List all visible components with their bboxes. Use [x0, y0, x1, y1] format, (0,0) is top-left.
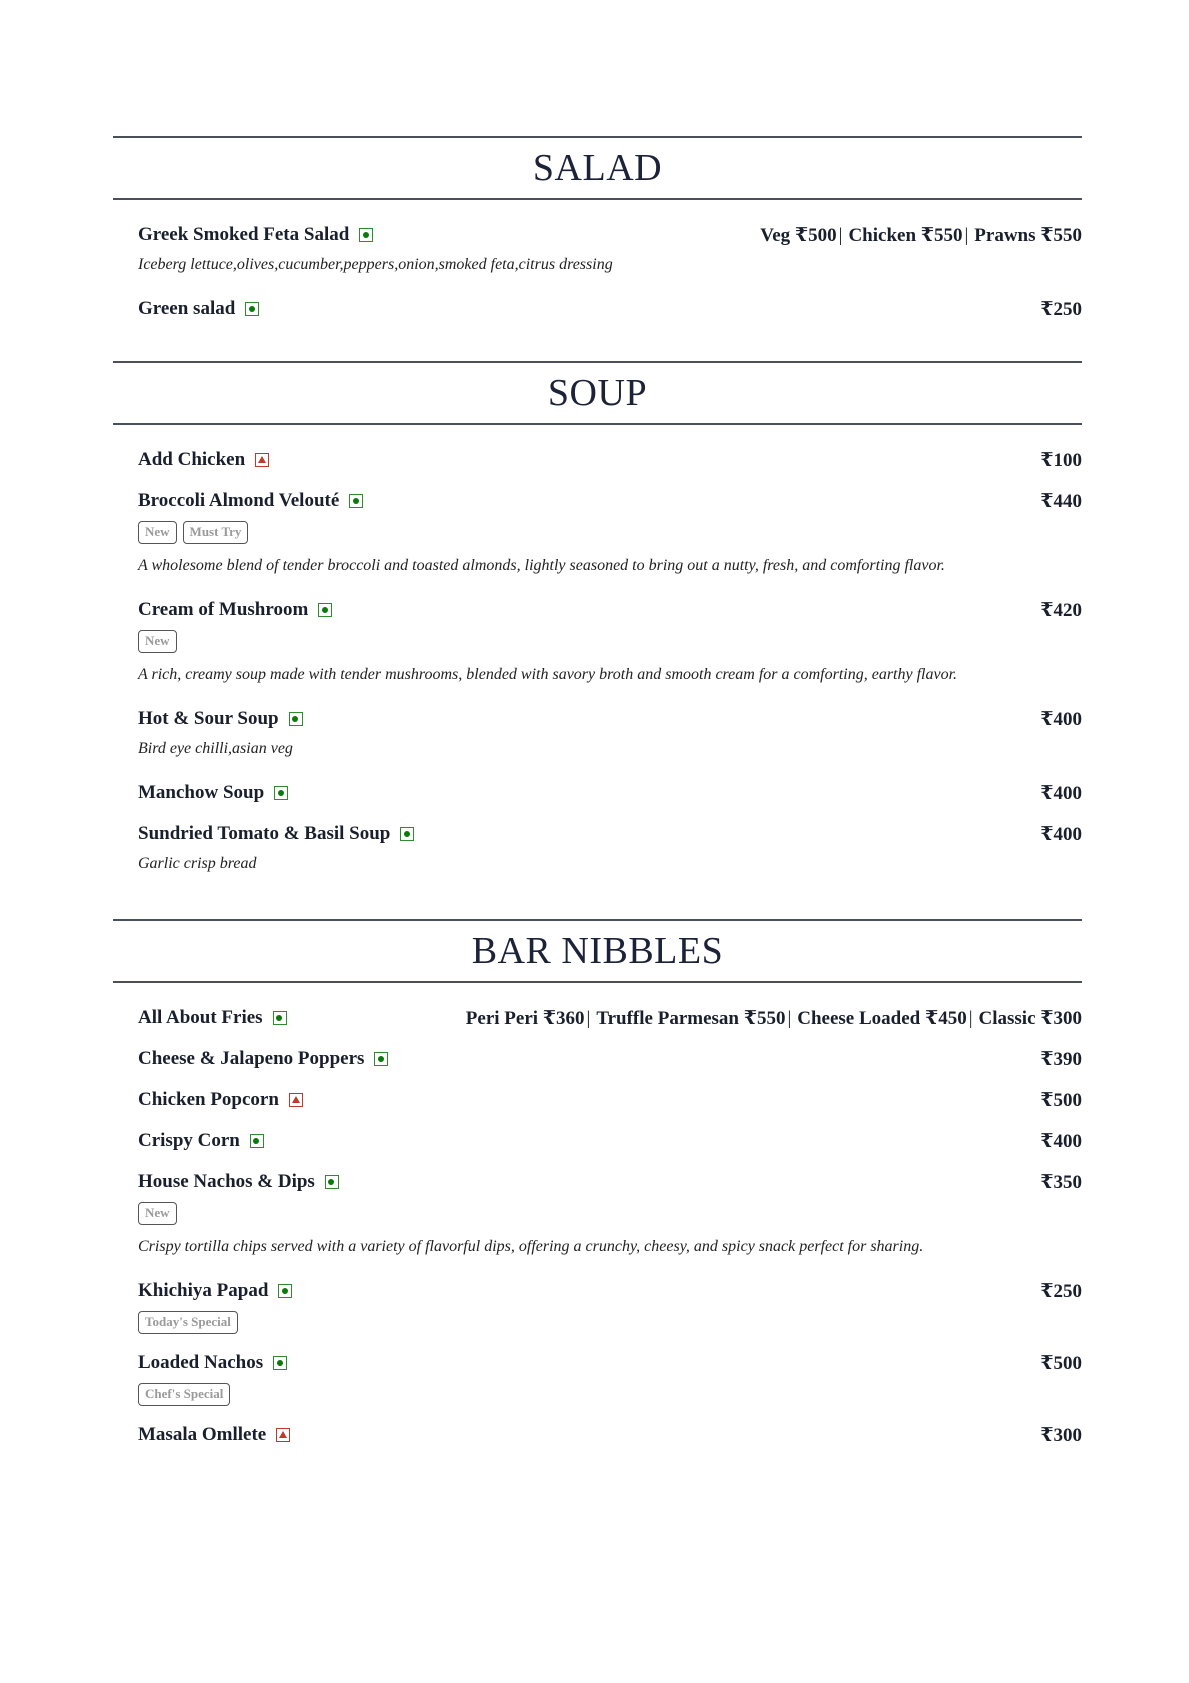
item-tags: [138, 630, 1082, 654]
item-row: [138, 706, 1082, 732]
veg-indicator-icon: [359, 228, 373, 242]
menu-item[interactable]: [138, 488, 1082, 575]
item-name: Cream of Mushroom: [138, 599, 309, 620]
nonveg-indicator-icon: [276, 1428, 290, 1442]
item-tags: [138, 1383, 1082, 1407]
item-tags: [138, 1311, 1082, 1335]
veg-indicator-icon: [318, 603, 332, 617]
item-tag-badge: Must Try: [183, 521, 249, 544]
section-header: [113, 361, 1082, 425]
item-row: [138, 1005, 1082, 1031]
item-name: Khichiya Papad: [138, 1280, 269, 1301]
menu-item[interactable]: [138, 1278, 1082, 1335]
item-description: A rich, creamy soup made with tender mushrooms, blended with savory broth and smooth cream for a comforting, earthy flavor.: [138, 666, 958, 683]
item-row: [138, 780, 1082, 806]
veg-indicator-icon: [278, 1284, 292, 1298]
nonveg-indicator-icon: [289, 1093, 303, 1107]
item-price: ₹400: [1040, 1130, 1082, 1152]
item-price: ₹100: [1040, 449, 1082, 471]
item-price: ₹500: [1040, 1352, 1082, 1374]
item-row: [138, 1422, 1082, 1448]
item-tag-badge: New: [138, 1202, 177, 1225]
price-variant: Classic ₹300: [978, 1007, 1082, 1029]
item-name: Broccoli Almond Velouté: [138, 490, 340, 511]
veg-indicator-icon: [374, 1052, 388, 1066]
item-name-group: [138, 1007, 287, 1029]
section-title: SOUP: [547, 372, 648, 414]
item-list: [113, 425, 1082, 919]
item-tags: [138, 1202, 1082, 1226]
veg-indicator-icon: [349, 494, 363, 508]
section-header: [113, 136, 1082, 200]
item-name: Manchow Soup: [138, 782, 265, 803]
price-variant: Veg ₹500: [760, 224, 837, 246]
item-row: [138, 1128, 1082, 1154]
menu-item[interactable]: [138, 1350, 1082, 1407]
item-name: Green salad: [138, 298, 236, 319]
price-separator: |: [586, 1007, 591, 1029]
price-variant: Prawns ₹550: [974, 224, 1082, 246]
item-description: Garlic crisp bread: [138, 855, 257, 872]
item-list: [113, 200, 1082, 361]
item-tag-badge: Chef's Special: [138, 1383, 230, 1406]
item-price: ₹390: [1040, 1048, 1082, 1070]
veg-indicator-icon: [250, 1134, 264, 1148]
item-name: Sundried Tomato & Basil Soup: [138, 823, 391, 844]
item-name-group: [138, 708, 303, 730]
item-name: Hot & Sour Soup: [138, 708, 279, 729]
item-row: [138, 1087, 1082, 1113]
price-separator: |: [787, 1007, 792, 1029]
price-variant: Peri Peri ₹360: [465, 1007, 585, 1029]
price-variants: [466, 1007, 1082, 1030]
veg-indicator-icon: [400, 827, 414, 841]
item-tag-badge: Today's Special: [138, 1311, 238, 1334]
item-tag-badge: New: [138, 630, 177, 653]
veg-indicator-icon: [289, 712, 303, 726]
section-header: [113, 919, 1082, 983]
item-price: ₹400: [1040, 823, 1082, 845]
veg-indicator-icon: [273, 1011, 287, 1025]
item-name: House Nachos & Dips: [138, 1171, 315, 1192]
item-name-group: [138, 1352, 287, 1374]
item-name-group: [138, 1048, 388, 1070]
item-price: ₹350: [1040, 1171, 1082, 1193]
item-price: ₹400: [1040, 782, 1082, 804]
item-name: Chicken Popcorn: [138, 1089, 279, 1110]
section-title: BAR NIBBLES: [471, 930, 724, 972]
item-tags: [138, 521, 1082, 545]
item-row: [138, 447, 1082, 473]
veg-indicator-icon: [273, 1356, 287, 1370]
item-price: ₹400: [1040, 708, 1082, 730]
price-variant: Chicken ₹550: [848, 224, 963, 246]
item-row: [138, 488, 1082, 514]
price-variant: Cheese Loaded ₹450: [797, 1007, 967, 1029]
item-tag-badge: New: [138, 521, 177, 544]
item-price: ₹250: [1040, 298, 1082, 320]
item-name-group: [138, 599, 332, 621]
menu-item[interactable]: [138, 296, 1082, 322]
item-description: Bird eye chilli,asian veg: [138, 740, 293, 757]
item-name-group: [138, 449, 269, 471]
item-description: Iceberg lettuce,olives,cucumber,peppers,onion,smoked feta,citrus dressing: [138, 256, 613, 273]
veg-indicator-icon: [245, 302, 259, 316]
menu-item[interactable]: [138, 1046, 1082, 1072]
item-row: [138, 1278, 1082, 1304]
item-name-group: [138, 1130, 264, 1152]
price-separator: |: [964, 224, 969, 246]
item-row: [138, 1350, 1082, 1376]
menu-item[interactable]: [138, 447, 1082, 473]
item-name-group: [138, 1424, 290, 1446]
item-price: ₹300: [1040, 1424, 1082, 1446]
menu-item[interactable]: [138, 1422, 1082, 1448]
item-price: ₹250: [1040, 1280, 1082, 1302]
section-title: SALAD: [532, 147, 663, 189]
item-name-group: [138, 823, 414, 845]
price-variants: [760, 224, 1082, 247]
item-list: [113, 983, 1082, 1487]
price-separator: |: [838, 224, 843, 246]
menu-item[interactable]: [138, 1169, 1082, 1256]
item-row: [138, 1169, 1082, 1195]
menu-item[interactable]: [138, 1087, 1082, 1113]
item-name-group: [138, 490, 363, 512]
item-name: All About Fries: [138, 1007, 263, 1028]
item-name-group: [138, 782, 288, 804]
menu-section: [113, 361, 1082, 919]
item-row: [138, 1046, 1082, 1072]
item-name: Cheese & Jalapeno Poppers: [138, 1048, 365, 1069]
item-row: [138, 597, 1082, 623]
item-description: A wholesome blend of tender broccoli and toasted almonds, lightly seasoned to bring out a nutty, fresh, and comforting flavor.: [138, 557, 945, 574]
item-name-group: [138, 298, 259, 320]
menu-item[interactable]: [138, 597, 1082, 684]
item-price: ₹420: [1040, 599, 1082, 621]
menu-section: [113, 136, 1082, 361]
menu-item[interactable]: [138, 821, 1082, 873]
item-name-group: [138, 1171, 339, 1193]
item-price: ₹500: [1040, 1089, 1082, 1111]
nonveg-indicator-icon: [255, 453, 269, 467]
item-price: ₹440: [1040, 490, 1082, 512]
item-name: Loaded Nachos: [138, 1352, 264, 1373]
menu-page: [113, 136, 1082, 1487]
menu-item[interactable]: [138, 1005, 1082, 1031]
veg-indicator-icon: [325, 1175, 339, 1189]
menu-item[interactable]: [138, 222, 1082, 274]
item-description: Crispy tortilla chips served with a variety of flavorful dips, offering a crunchy, cheesy, and spicy snack perfect for sharing.: [138, 1238, 924, 1255]
menu-item[interactable]: [138, 780, 1082, 806]
item-name-group: [138, 1280, 292, 1302]
menu-item[interactable]: [138, 1128, 1082, 1154]
price-separator: |: [968, 1007, 973, 1029]
item-name: Greek Smoked Feta Salad: [138, 224, 350, 245]
item-name: Add Chicken: [138, 449, 246, 470]
menu-section: [113, 919, 1082, 1487]
item-row: [138, 222, 1082, 248]
item-row: [138, 821, 1082, 847]
menu-item[interactable]: [138, 706, 1082, 758]
item-row: [138, 296, 1082, 322]
veg-indicator-icon: [274, 786, 288, 800]
price-variant: Truffle Parmesan ₹550: [596, 1007, 786, 1029]
item-name-group: [138, 224, 373, 246]
item-name: Masala Omllete: [138, 1424, 267, 1445]
item-name-group: [138, 1089, 303, 1111]
item-name: Crispy Corn: [138, 1130, 240, 1151]
